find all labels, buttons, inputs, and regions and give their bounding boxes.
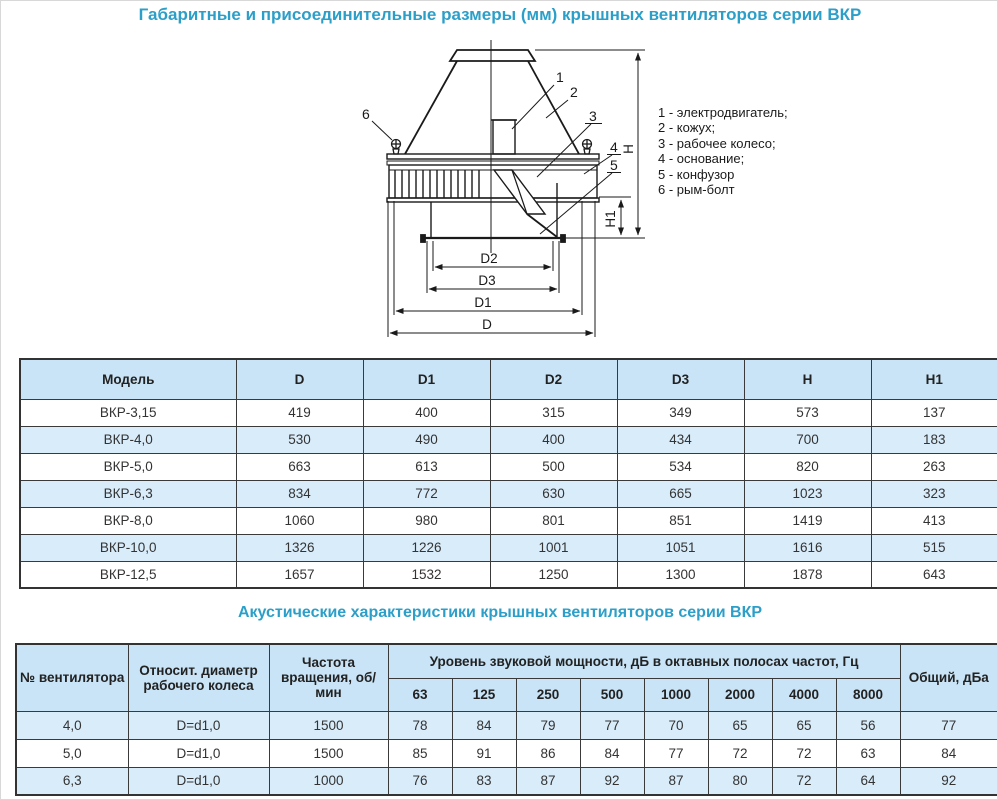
table-cell: 643	[871, 561, 998, 588]
table-cell: 92	[580, 767, 644, 795]
table-cell: ВКР-6,3	[20, 480, 236, 507]
table-cell: 413	[871, 507, 998, 534]
acoustic-table	[15, 643, 998, 796]
dimensions-table	[19, 358, 998, 589]
table-cell: 183	[871, 426, 998, 453]
table-cell: 500	[490, 453, 617, 480]
table-cell: 1532	[363, 561, 490, 588]
table-cell: 1500	[269, 739, 388, 767]
col-header-d: D	[236, 359, 363, 399]
table-cell: 86	[516, 739, 580, 767]
table-row	[20, 480, 998, 507]
table-cell: 801	[490, 507, 617, 534]
table-cell: 530	[236, 426, 363, 453]
col-header-freq-2000: 2000	[708, 678, 772, 711]
dimensions-table-header-row	[20, 359, 998, 399]
table-row	[20, 534, 998, 561]
col-header-freq-8000: 8000	[836, 678, 900, 711]
col-header-fan-no: № вентилятора	[16, 644, 128, 711]
col-header-rel-diameter: Относит. диаметр рабочего колеса	[128, 644, 269, 711]
col-header-d3: D3	[617, 359, 744, 399]
table-cell: 63	[836, 739, 900, 767]
table-cell: 1419	[744, 507, 871, 534]
table-cell: 72	[772, 767, 836, 795]
col-header-h1: H1	[871, 359, 998, 399]
table-cell: 515	[871, 534, 998, 561]
col-header-freq-125: 125	[452, 678, 516, 711]
table-cell: 534	[617, 453, 744, 480]
col-header-model: Модель	[20, 359, 236, 399]
table-cell: 65	[772, 711, 836, 739]
table-cell: 630	[490, 480, 617, 507]
table-cell: 1001	[490, 534, 617, 561]
dim-label-h: H	[621, 144, 636, 154]
table-cell: 434	[617, 426, 744, 453]
col-header-rotation: Частота вращения, об/мин	[269, 644, 388, 711]
table-cell: 137	[871, 399, 998, 426]
table-cell: 1500	[269, 711, 388, 739]
table-cell: 573	[744, 399, 871, 426]
table-cell: 84	[900, 739, 998, 767]
legend-item-impeller: 3 - рабочее колесо;	[658, 135, 776, 151]
table-cell: 1878	[744, 561, 871, 588]
table-cell: 490	[363, 426, 490, 453]
diagram-legend	[658, 105, 788, 197]
callout-2: 2	[570, 84, 578, 100]
table-cell: 5,0	[16, 739, 128, 767]
table-cell: 64	[836, 767, 900, 795]
acoustic-table-header-row-1	[16, 644, 998, 678]
table-cell: 349	[617, 399, 744, 426]
table-row	[20, 399, 998, 426]
table-cell: ВКР-10,0	[20, 534, 236, 561]
callout-6: 6	[362, 106, 370, 122]
table-cell: 84	[580, 739, 644, 767]
table-cell: 851	[617, 507, 744, 534]
table-cell: 1326	[236, 534, 363, 561]
table-cell: 400	[363, 399, 490, 426]
table-cell: ВКР-12,5	[20, 561, 236, 588]
table-cell: 1060	[236, 507, 363, 534]
table-cell: 76	[388, 767, 452, 795]
col-header-sound-power: Уровень звуковой мощности, дБ в октавных полосах частот, Гц	[388, 644, 900, 678]
table-cell: 70	[644, 711, 708, 739]
table-cell: 613	[363, 453, 490, 480]
table-cell: 834	[236, 480, 363, 507]
dim-label-d1: D1	[474, 295, 492, 310]
table-cell: ВКР-4,0	[20, 426, 236, 453]
table-cell: D=d1,0	[128, 711, 269, 739]
table-cell: 77	[580, 711, 644, 739]
table-cell: 72	[772, 739, 836, 767]
table-cell: 83	[452, 767, 516, 795]
table-cell: 263	[871, 453, 998, 480]
table-cell: 87	[516, 767, 580, 795]
table-cell: 419	[236, 399, 363, 426]
legend-item-eyebolt: 6 - рым-болт	[658, 182, 735, 198]
table-cell: 56	[836, 711, 900, 739]
page-title-acoustic: Акустические характеристики крышных вентиляторов серии ВКР	[237, 604, 763, 621]
table-cell: 663	[236, 453, 363, 480]
table-cell: 1226	[363, 534, 490, 561]
dim-label-d2: D2	[480, 251, 498, 266]
table-row	[20, 507, 998, 534]
dim-label-h1: H1	[603, 210, 618, 228]
table-cell: 77	[900, 711, 998, 739]
table-cell: 4,0	[16, 711, 128, 739]
table-cell: 820	[744, 453, 871, 480]
legend-item-confuser: 5 - конфузор	[658, 166, 735, 182]
table-cell: 665	[617, 480, 744, 507]
legend-item-motor: 1 - электродвигатель;	[658, 105, 788, 120]
table-cell: 91	[452, 739, 516, 767]
table-cell: D=d1,0	[128, 739, 269, 767]
col-header-d2: D2	[490, 359, 617, 399]
table-cell: 85	[388, 739, 452, 767]
col-header-total: Общий, дБа	[900, 644, 998, 711]
table-cell: 1616	[744, 534, 871, 561]
dim-label-d3: D3	[478, 273, 496, 288]
page-title-dimensions: Габаритные и присоединительные размеры (мм) крышных вентиляторов серии ВКР	[138, 5, 862, 24]
table-cell: 80	[708, 767, 772, 795]
table-row	[20, 426, 998, 453]
legend-item-base: 4 - основание;	[658, 151, 745, 167]
table-cell: ВКР-3,15	[20, 399, 236, 426]
table-cell: 79	[516, 711, 580, 739]
table-cell: 1000	[269, 767, 388, 795]
table-cell: 980	[363, 507, 490, 534]
dim-label-d: D	[482, 317, 492, 332]
table-cell: 78	[388, 711, 452, 739]
table-row	[16, 767, 998, 795]
table-cell: 1300	[617, 561, 744, 588]
table-cell: 84	[452, 711, 516, 739]
col-header-freq-4000: 4000	[772, 678, 836, 711]
table-cell: 323	[871, 480, 998, 507]
table-row	[20, 561, 998, 588]
table-cell: 1023	[744, 480, 871, 507]
table-cell: 6,3	[16, 767, 128, 795]
table-row	[16, 711, 998, 739]
table-cell: ВКР-5,0	[20, 453, 236, 480]
col-header-h: H	[744, 359, 871, 399]
table-cell: 72	[708, 739, 772, 767]
callout-4: 4	[610, 139, 618, 155]
legend-item-cowl: 2 - кожух;	[658, 120, 716, 136]
table-cell: ВКР-8,0	[20, 507, 236, 534]
table-cell: 1051	[617, 534, 744, 561]
table-cell: 400	[490, 426, 617, 453]
col-header-freq-500: 500	[580, 678, 644, 711]
table-cell: 87	[644, 767, 708, 795]
table-cell: 65	[708, 711, 772, 739]
table-cell: 92	[900, 767, 998, 795]
table-cell: 315	[490, 399, 617, 426]
table-cell: 700	[744, 426, 871, 453]
callout-1: 1	[556, 69, 564, 85]
table-cell: 1657	[236, 561, 363, 588]
col-header-freq-1000: 1000	[644, 678, 708, 711]
col-header-freq-63: 63	[388, 678, 452, 711]
col-header-freq-250: 250	[516, 678, 580, 711]
callout-3: 3	[589, 108, 597, 124]
table-row	[20, 453, 998, 480]
callout-5: 5	[610, 157, 618, 173]
col-header-d1: D1	[363, 359, 490, 399]
fan-diagram	[331, 27, 661, 357]
table-cell: 1250	[490, 561, 617, 588]
table-cell: 772	[363, 480, 490, 507]
table-cell: 77	[644, 739, 708, 767]
table-row	[16, 739, 998, 767]
table-cell: D=d1,0	[128, 767, 269, 795]
